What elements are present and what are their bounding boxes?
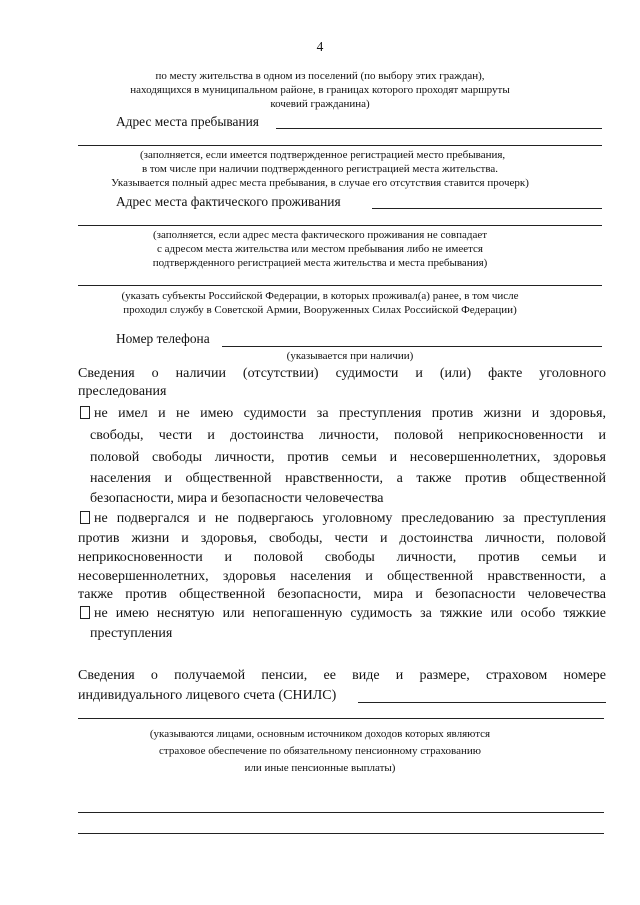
stay-address-label: Адрес места пребывания [116, 114, 259, 129]
regions-hint: (указать субъекты Российской Федерации, в которых проживал(а) ранее, в том числе [121, 290, 519, 302]
blank-line[interactable] [78, 812, 604, 813]
actual-address-underline [372, 208, 602, 209]
pension-heading: индивидуального лицевого счета (СНИЛС) [78, 688, 337, 703]
pension-hint: (указываются лицами, основным источником доходов которых являются [149, 728, 491, 740]
phone-hint: (указывается при наличии) [286, 350, 414, 362]
stay-address-hint: в том числе при наличии подтвержденного регистрацией места жительства. [141, 163, 499, 175]
phone-label: Номер телефона [116, 331, 210, 346]
snils-underline [358, 702, 606, 703]
page-number: 4 [316, 39, 324, 54]
regions-hint: проходил службу в Советской Армии, Вооруженных Силах Российской Федерации) [123, 304, 517, 316]
residence-note-line: по месту жительства в одном из поселений (по выбору этих граждан), [155, 70, 485, 82]
criminal-option-2-line: против жизни и здоровья, свободы, чести и достоинства личности, половой [78, 531, 606, 546]
criminal-option-2-line: несовершеннолетних, здоровья населения и общественной нравственности, а [78, 569, 606, 584]
pension-hint: или иные пенсионные выплаты) [244, 762, 396, 774]
criminal-option-1-line: населения и общественной нравственности, а также против общественной [90, 471, 606, 486]
stay-address-underline [276, 128, 602, 129]
criminal-option-1-line: безопасности, мира и безопасности человечества [90, 491, 384, 506]
criminal-option-1-line: половой свободы личности, против семьи и несовершеннолетних, здоровья [90, 450, 606, 465]
criminal-option-2-line: неприкосновенности и половой свободы личности, против семьи и [78, 550, 606, 565]
pension-line-2[interactable] [78, 718, 604, 719]
actual-address-hint: (заполняется, если адрес места фактического проживания не совпадает [152, 229, 488, 241]
stay-address-line-2[interactable] [78, 145, 602, 146]
criminal-option-1-line: свободы, чести и достоинства личности, половой неприкосновенности и [90, 428, 606, 443]
option-1-checkbox[interactable] [80, 406, 90, 419]
residence-note-line: кочевий гражданина) [270, 98, 370, 110]
pension-hint: страховое обеспечение по обязательному пенсионному страхованию [159, 745, 481, 757]
blank-line[interactable] [78, 833, 604, 834]
stay-address-hint: Указывается полный адрес места пребывания, в случае его отсутствия ставится прочерк) [111, 177, 529, 189]
criminal-heading: Сведения о наличии (отсутствии) судимости и (или) факте уголовного [78, 366, 606, 381]
stay-address-hint: (заполняется, если имеется подтвержденное регистрацией место пребывания, [140, 149, 506, 161]
actual-address-label: Адрес места фактического проживания [116, 194, 341, 209]
actual-address-hint: с адресом места жительства или местом пребывания либо не имеется [157, 243, 483, 255]
criminal-heading: преследования [78, 384, 167, 399]
pension-heading: Сведения о получаемой пенсии, ее виде и размере, страховом номере [78, 668, 606, 683]
phone-underline [222, 346, 602, 347]
regions-line[interactable] [78, 285, 602, 286]
criminal-option-2-line: также против общественной безопасности, мира и безопасности человечества [78, 587, 606, 602]
criminal-option-3-line: не имею неснятую или непогашенную судимость за тяжкие или особо тяжкие [80, 604, 606, 624]
option-3-checkbox[interactable] [80, 606, 90, 619]
actual-address-hint: подтвержденного регистрацией места жительства и места пребывания) [152, 257, 488, 269]
criminal-option-2-line: не подвергался и не подвергаюсь уголовному преследованию за преступления [80, 509, 606, 529]
option-2-checkbox[interactable] [80, 511, 90, 524]
criminal-option-3-line: преступления [90, 626, 173, 641]
criminal-option-1-line: не имел и не имею судимости за преступления против жизни и здоровья, [80, 404, 606, 424]
residence-note-line: находящихся в муниципальном районе, в границах которого проходят маршруты [130, 84, 510, 96]
actual-address-line-2[interactable] [78, 225, 602, 226]
